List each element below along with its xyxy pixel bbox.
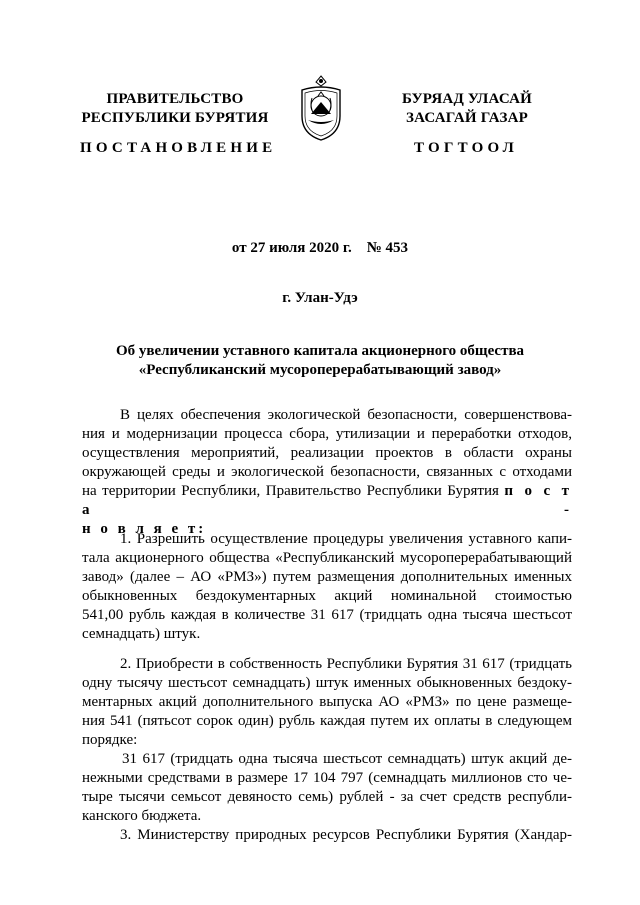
- item-1-line: 541,00 рубль каждая в количестве 31 617 (тридцать одна тысяча шестьсот: [82, 607, 572, 623]
- intro-line: на территории Республики, Правительство Республики Бурятия: [82, 483, 499, 499]
- header-left-line1: ПРАВИТЕЛЬСТВО: [106, 91, 244, 107]
- header-right-org: [372, 90, 562, 128]
- item-3-line: 3. Министерству природных ресурсов Республики Бурятия (Хандар-: [120, 827, 572, 843]
- item-2-line: ментарных акций дополнительного выпуска АО «РМЗ» по цене размеще-: [82, 694, 572, 710]
- item-2-paragraph: [82, 655, 572, 826]
- item-1-line: завод» (далее – АО «РМЗ») путем размещения дополнительных именных: [82, 569, 572, 585]
- title-line2: «Республиканский мусороперерабатывающий завод»: [138, 362, 502, 378]
- intro-line: ния и модернизации процесса сбора, утилизации и переработки отходов,: [82, 426, 572, 442]
- item-2-line: 2. Приобрести в собственность Республики Бурятия 31 617 (тридцать: [120, 656, 572, 672]
- item-2-sub-line: нежными средствами в размере 17 104 797 (семнадцать миллионов сто че-: [82, 770, 572, 786]
- item-1-line: семнадцать) штук.: [82, 626, 201, 642]
- item-1-line: обыкновенных бездокументарных акций номинальной стоимостью: [82, 588, 572, 604]
- city: г. Улан-Удэ: [282, 290, 358, 306]
- doc-type-right: ТОГТООЛ: [414, 140, 518, 156]
- item-2-sub-line: тыре тысячи семьсот девяносто семь) рублей - за счет средств республи-: [82, 789, 572, 805]
- item-3-paragraph: [82, 826, 572, 845]
- item-1-line: 1. Разрешить осуществление процедуры увеличения уставного капи-: [120, 531, 572, 547]
- intro-line: В целях обеспечения экологической безопасности, совершенствова-: [120, 407, 572, 423]
- header-left-line2: РЕСПУБЛИКИ БУРЯТИЯ: [81, 110, 269, 126]
- intro-line: осуществления мероприятий, реализации проектов в области охраны: [82, 445, 572, 461]
- doc-type-left: ПОСТАНОВЛЕНИЕ: [80, 140, 277, 156]
- decree-word-part2: н о в л я е т:: [82, 521, 207, 537]
- item-2-sub-line: 31 617 (тридцать одна тысяча шестьсот семнадцать) штук акций де-: [122, 751, 572, 767]
- title-line1: Об увеличении уставного капитала акционерного общества: [115, 343, 525, 359]
- decree-word-part1: п о с т а -: [82, 483, 573, 518]
- header-left-org: [80, 90, 270, 128]
- intro-line: окружающей среды и экологической безопасности, связанных с отходами: [82, 464, 572, 480]
- intro-line-with-decree: [82, 482, 572, 520]
- coat-of-arms-emblem: [296, 74, 346, 144]
- item-1-paragraph: [82, 530, 572, 644]
- item-2-sub-line: канского бюджета.: [82, 808, 202, 824]
- document-title: [0, 342, 640, 380]
- item-2-line: одну тысячу шестьсот семнадцать) штук именных обыкновенных бездоку-: [82, 675, 572, 691]
- intro-paragraph: [82, 406, 572, 539]
- item-2-line: порядке:: [82, 732, 138, 748]
- header-right-line1: БУРЯАД УЛАСАЙ: [401, 91, 533, 107]
- item-1-line: тала акционерного общества «Республиканский мусороперерабатывающий: [82, 550, 572, 566]
- date-number: от 27 июля 2020 г. № 453: [231, 240, 409, 256]
- header-right-line2: ЗАСАГАЙ ГАЗАР: [406, 110, 528, 126]
- item-2-line: ния 541 (пятьсот сорок один) рубль каждая путем их оплаты в следующем: [82, 713, 572, 729]
- coat-of-arms-icon: [296, 74, 346, 144]
